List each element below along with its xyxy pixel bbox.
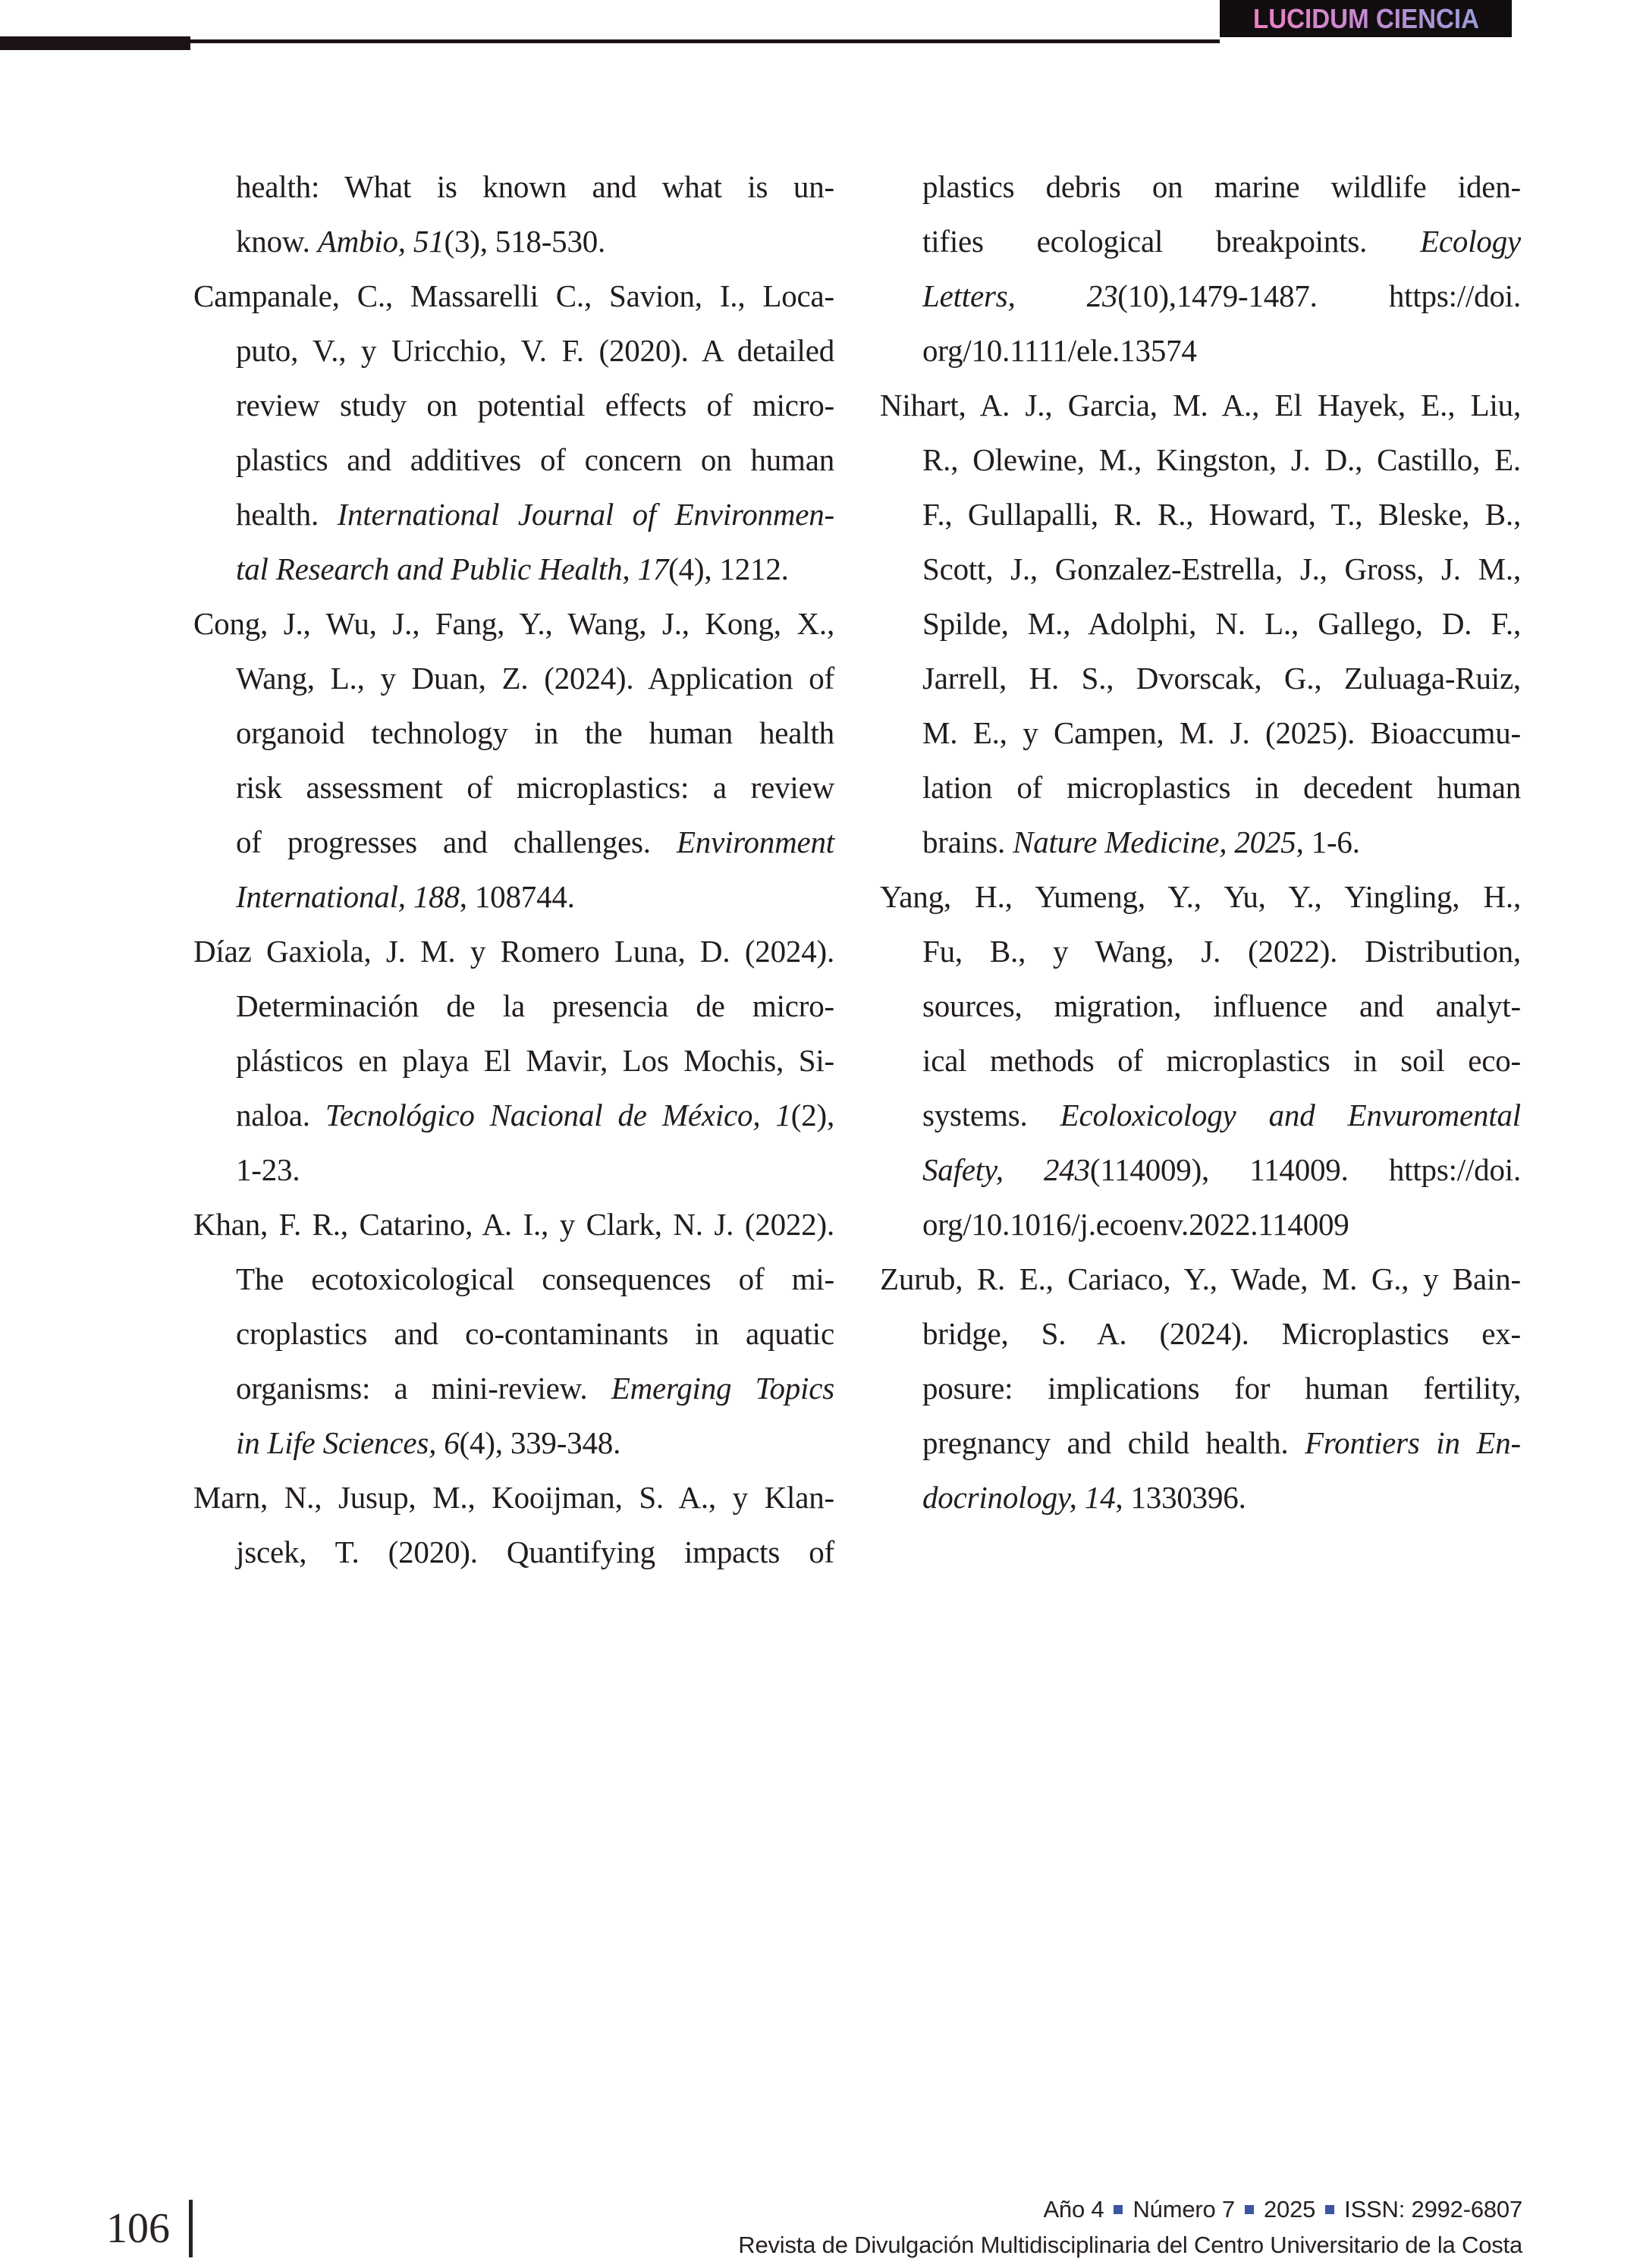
reference-line: Khan, F. R., Catarino, A. I., y Clark, N. J. (2022). xyxy=(193,1207,834,1242)
reference-line: F., Gullapalli, R. R., Howard, T., Bleske, B., xyxy=(922,497,1521,532)
reference-entry xyxy=(880,869,1521,1252)
reference-line: posure: implications for human fertility, xyxy=(922,1371,1521,1406)
reference-line: Cong, J., Wu, J., Fang, Y., Wang, J., Kong, X., xyxy=(193,606,834,641)
reference-line: tal Research and Public Health, 17(4), 1212. xyxy=(236,551,789,586)
reference-line: Spilde, M., Adolphi, N. L., Gallego, D. F., xyxy=(922,606,1521,641)
references-column-right xyxy=(880,159,1521,1525)
issue-meta-line xyxy=(1043,2192,1522,2227)
reference-line: Yang, H., Yumeng, Y., Yu, Y., Yingling, H., xyxy=(880,879,1521,914)
reference-line: org/10.1016/j.ecoenv.2022.114009 xyxy=(922,1207,1349,1242)
reference-line: plastics debris on marine wildlife iden- xyxy=(922,169,1521,204)
reference-line: lation of microplastics in decedent human xyxy=(922,770,1521,805)
reference-line: of progresses and challenges. Environment xyxy=(236,825,834,859)
reference-line: systems. Ecoloxicology and Envuromental xyxy=(922,1098,1521,1132)
reference-line: tifies ecological breakpoints. Ecology xyxy=(922,224,1521,259)
reference-line: docrinology, 14, 1330396. xyxy=(922,1480,1246,1515)
reference-line: plastics and additives of concern on human xyxy=(236,442,834,477)
journal-brand-badge xyxy=(1220,0,1512,37)
journal-name-line: Revista de Divulgación Multidisciplinaria del Centro Universitario de la Costa xyxy=(738,2232,1522,2258)
reference-entry xyxy=(880,378,1521,869)
reference-line: Díaz Gaxiola, J. M. y Romero Luna, D. (2024). xyxy=(193,934,834,969)
reference-line: Wang, L., y Duan, Z. (2024). Application of xyxy=(236,661,834,696)
reference-line: jscek, T. (2020). Quantifying impacts of xyxy=(236,1535,834,1569)
header-rule-thick xyxy=(0,36,190,50)
footer-divider xyxy=(189,2200,193,2257)
reference-entry xyxy=(193,924,834,1197)
reference-line: Fu, B., y Wang, J. (2022). Distribution, xyxy=(922,934,1521,969)
reference-line: Zurub, R. E., Cariaco, Y., Wade, M. G., y Bain- xyxy=(880,1261,1521,1296)
reference-entry xyxy=(880,1252,1521,1525)
meta-segment-date: 2025 xyxy=(1263,2196,1316,2222)
reference-line: M. E., y Campen, M. J. (2025). Bioaccumu- xyxy=(922,715,1521,750)
reference-line: know. Ambio, 51(3), 518-530. xyxy=(236,224,606,259)
separator-square-icon xyxy=(1325,2205,1334,2214)
reference-entry xyxy=(193,1197,834,1470)
reference-entry xyxy=(193,596,834,924)
journal-brand-text: LUCIDUM CIENCIA xyxy=(1252,2,1479,34)
reference-line: Safety, 243(114009), 114009. https://doi. xyxy=(922,1152,1521,1187)
reference-line: Campanale, C., Massarelli C., Savion, I., Loca- xyxy=(193,278,834,313)
reference-line: plásticos en playa El Mavir, Los Mochis, Si- xyxy=(236,1043,834,1078)
reference-line: ical methods of microplastics in soil eco- xyxy=(922,1043,1521,1078)
reference-entry xyxy=(880,159,1521,378)
reference-line: health. International Journal of Environmen- xyxy=(236,497,835,532)
reference-entry xyxy=(193,159,834,269)
reference-line: The ecotoxicological consequences of mi- xyxy=(236,1261,834,1296)
reference-line: Nihart, A. J., Garcia, M. A., El Hayek, E., Liu, xyxy=(880,388,1521,423)
reference-line: brains. Nature Medicine, 2025, 1-6. xyxy=(922,825,1360,859)
reference-line: International, 188, 108744. xyxy=(236,879,575,914)
reference-entry xyxy=(193,1470,834,1579)
reference-line: org/10.1111/ele.13574 xyxy=(922,333,1197,368)
separator-square-icon xyxy=(1245,2205,1254,2214)
reference-entry xyxy=(193,269,834,596)
meta-segment-issn: ISSN: 2992-6807 xyxy=(1344,2196,1522,2222)
reference-line: pregnancy and child health. Frontiers in En- xyxy=(922,1425,1521,1460)
reference-line: R., Olewine, M., Kingston, J. D., Castillo, E. xyxy=(922,442,1521,477)
reference-line: puto, V., y Uricchio, V. F. (2020). A detailed xyxy=(236,333,834,368)
reference-line: organoid technology in the human health xyxy=(236,715,834,750)
meta-segment-year-label: Año 4 xyxy=(1043,2196,1104,2222)
reference-line: Marn, N., Jusup, M., Kooijman, S. A., y Klan- xyxy=(193,1480,834,1515)
reference-line: risk assessment of microplastics: a review xyxy=(236,770,834,805)
reference-line: Jarrell, H. S., Dvorscak, G., Zuluaga-Ruiz, xyxy=(922,661,1521,696)
reference-line: croplastics and co-contaminants in aquatic xyxy=(236,1316,834,1351)
reference-line: Letters, 23(10),1479-1487. https://doi. xyxy=(922,278,1521,313)
separator-square-icon xyxy=(1114,2205,1123,2214)
reference-line: in Life Sciences, 6(4), 339-348. xyxy=(236,1425,621,1460)
reference-line: sources, migration, influence and analyt- xyxy=(922,988,1521,1023)
meta-segment-number-label: Número 7 xyxy=(1133,2196,1235,2222)
reference-line: Scott, J., Gonzalez-Estrella, J., Gross, J. M., xyxy=(922,551,1521,586)
reference-line: Determinación de la presencia de micro- xyxy=(236,988,834,1023)
references-column-left xyxy=(193,159,834,1579)
page-number: 106 xyxy=(106,2205,170,2252)
reference-line: review study on potential effects of micro- xyxy=(236,388,834,423)
reference-line: health: What is known and what is un- xyxy=(236,169,834,204)
reference-line: organisms: a mini-review. Emerging Topics xyxy=(236,1371,834,1406)
reference-line: naloa. Tecnológico Nacional de México, 1(2), xyxy=(236,1098,835,1132)
reference-line: 1-23. xyxy=(236,1152,300,1187)
reference-line: bridge, S. A. (2024). Microplastics ex- xyxy=(922,1316,1521,1351)
